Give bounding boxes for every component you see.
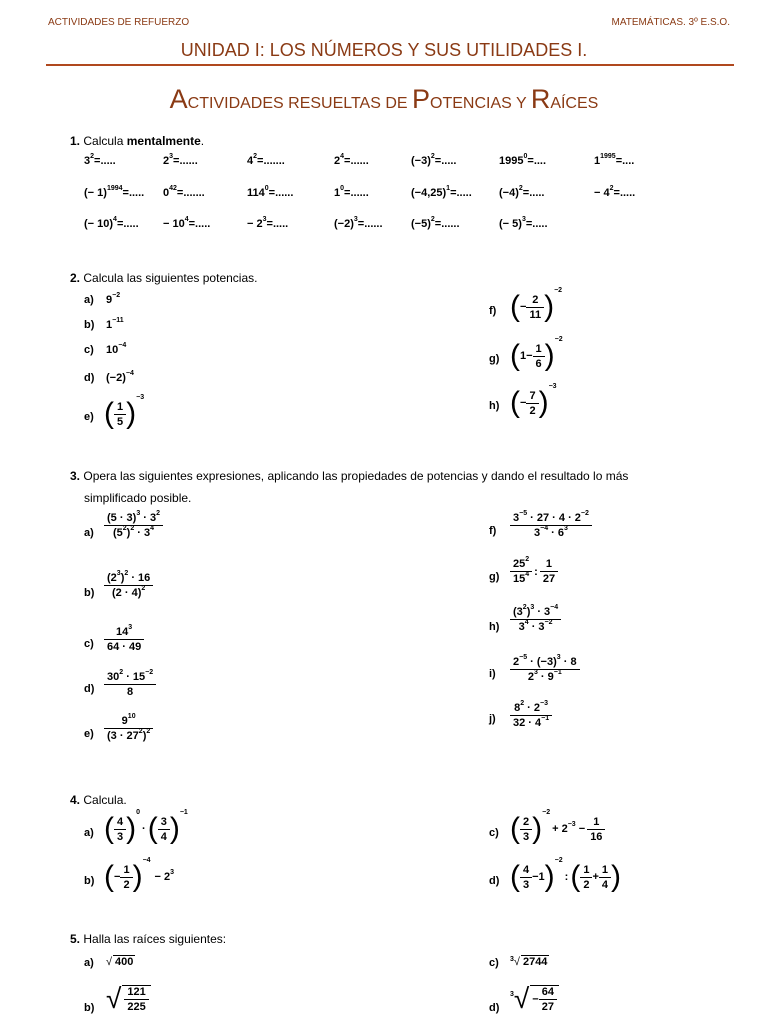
q5-expr-a: √ 400 (106, 956, 134, 968)
q2-label-h: h) (489, 400, 500, 412)
q5-expr-b: √ $\frac{121}{225}$ (106, 983, 151, 1015)
q4-expr-c: ( $\frac{2}{3}$ )$^{-2}+ 2^{-3}$ − $\frac{1}{16}$ (510, 812, 605, 846)
q2-expr-c: $10^{-4}$ (106, 342, 127, 356)
q2-label-c: c) (84, 344, 94, 356)
q4-expr-d: ( $\frac{4}{3}$ −1)$^{-2}$:( $\frac{1}{2}$ + $\frac{1}{4}$ ) (510, 856, 622, 893)
q1-item: $2^4=$...... (334, 153, 369, 167)
q3-expr-h: $\frac{(3^2)^3 \cdot 3^{-4}}{3^4 \cdot 3^{-2}}$ (510, 606, 561, 633)
q3-label-g: g) (489, 571, 500, 583)
q4-prompt: 4. Calcula. (70, 793, 127, 807)
q2-expr-a: $9^{-2}$ (106, 292, 121, 306)
q3-label-f: f) (489, 525, 497, 537)
q2-label-d: d) (84, 372, 95, 384)
q1-item: (− 5)$^3$=..... (499, 216, 548, 230)
header-left: ACTIVIDADES DE REFUERZO (48, 17, 190, 28)
q2-expr-g: (1− $\frac{1}{6}$ )$^{-2}$ (510, 335, 563, 372)
q1-item: − $4^2=$..... (594, 185, 636, 199)
q3-label-h: h) (489, 621, 500, 633)
sheet-title: ACTIVIDADES RESUELTAS DE POTENCIAS Y RAÍCES (169, 84, 599, 114)
q1-item: $(-3)^2=$..... (411, 153, 457, 167)
q2-expr-d: $(-2)^{-4}$ (106, 370, 134, 384)
q3-expr-f: $\frac{3^{-5} \cdot 27 \cdot 4 \cdot 2^{-2}}{3^{-4} \cdot 6^3}$ (510, 512, 592, 539)
q4-label-b: b) (84, 875, 95, 887)
q3-expr-g: $\frac{25^2}{15^4}$ : $\frac{1}{27}$ (510, 558, 558, 585)
q3-label-e: e) (84, 728, 94, 740)
q3-label-c: c) (84, 638, 94, 650)
q3-prompt: 3. Opera las siguientes expresiones, aplicando las propiedades de potencias y dando el resultado lo más (70, 469, 629, 483)
q3-expr-d: $\frac{30^2 \cdot 15^{-2}}{8}$ (104, 671, 156, 698)
q1-item: (− 1)$^{1994}$=..... (84, 185, 145, 199)
q2-expr-h: (− $\frac{7}{2}$ )$^{-3}$ (510, 382, 557, 419)
q3-expr-a: $\frac{(5 \cdot 3)^3 \cdot 3^2}{(5^2)^2 \cdot 3^4}$ (104, 512, 163, 539)
q3-expr-e: $\frac{9^{10}}{(3 \cdot 27^2)^2}$ (104, 715, 153, 742)
unit-title: UNIDAD I: LOS NÚMEROS Y SUS UTILIDADES I. (180, 40, 588, 60)
q5-label-b: b) (84, 1002, 95, 1014)
q3-prompt-cont: simplificado posible. (84, 491, 192, 505)
q2-expr-b: $1^{-11}$ (106, 317, 124, 331)
q3-expr-i: $\frac{2^{-5} \cdot (-3)^3 \cdot 8}{2^3 \cdot 9^{-1}}$ (510, 656, 580, 683)
q3-label-d: d) (84, 683, 95, 695)
q5-expr-d: $^3$√ − $\frac{64}{27}$ (510, 983, 559, 1015)
title-divider (46, 64, 734, 66)
q1-item: $2^3=$...... (163, 153, 198, 167)
q3-expr-j: $\frac{8^2 \cdot 2^{-3}}{32 \cdot 4^{-1}}$ (510, 702, 552, 729)
header-right: MATEMÁTICAS. 3º E.S.O. (611, 17, 730, 28)
q2-label-g: g) (489, 353, 500, 365)
q4-expr-a: ( $\frac{4}{3}$ )$^0$·( $\frac{3}{4}$ )$^{-1}$ (104, 808, 188, 845)
q4-label-a: a) (84, 827, 94, 839)
q3-expr-b: $\frac{(2^3)^2 \cdot 16}{(2 \cdot 4)^2}$ (104, 572, 153, 599)
q1-item: − $2^3=$..... (247, 216, 289, 230)
q5-label-a: a) (84, 957, 94, 969)
q2-prompt: 2. Calcula las siguientes potencias. (70, 271, 258, 285)
q2-expr-f: (− $\frac{2}{11}$ )$^{-2}$ (510, 286, 563, 323)
q3-expr-c: $\frac{14^3}{64 \cdot 49}$ (104, 626, 144, 653)
q1-item: (− 10)$^4$=..... (84, 216, 139, 230)
q1-prompt: 1. Calcula mentalmente. (70, 134, 205, 148)
q5-prompt: 5. Halla las raíces siguientes: (70, 932, 227, 946)
q2-label-e: e) (84, 411, 94, 423)
q1-item: − $10^4=$..... (163, 216, 211, 230)
q1-item: $1995^0=$.... (499, 153, 547, 167)
q2-label-b: b) (84, 319, 95, 331)
q5-expr-c: $^3$√ 2744 (510, 956, 548, 968)
q3-label-j: j) (489, 713, 496, 725)
q1-item: $1^0=$...... (334, 185, 369, 199)
q2-label-f: f) (489, 305, 497, 317)
q5-label-c: c) (489, 957, 499, 969)
q3-label-i: i) (489, 668, 496, 680)
q3-label-b: b) (84, 587, 95, 599)
q1-item: $(-5)^2=$...... (411, 216, 460, 230)
q1-item: $(-4)^2=$..... (499, 185, 545, 199)
q1-item: $(-4,25)^1=$..... (411, 185, 472, 199)
q4-label-c: c) (489, 827, 499, 839)
q4-label-d: d) (489, 875, 500, 887)
q4-expr-b: (− $\frac{1}{2}$ )$^{-4}- 2^3$ (104, 856, 175, 893)
q2-expr-e: ( $\frac{1}{5}$ )$^{-3}$ (104, 393, 145, 430)
q3-label-a: a) (84, 527, 94, 539)
q1-item: $3^2=$..... (84, 153, 116, 167)
q1-item: $0^{42}=$....... (163, 185, 205, 199)
q1-item: $114^0=$...... (247, 185, 294, 199)
q2-label-a: a) (84, 294, 94, 306)
q1-item: $4^2=$....... (247, 153, 285, 167)
q5-label-d: d) (489, 1002, 500, 1014)
q1-item: $(-2)^3=$...... (334, 216, 383, 230)
q1-item: $1^{1995}=$.... (594, 153, 635, 167)
